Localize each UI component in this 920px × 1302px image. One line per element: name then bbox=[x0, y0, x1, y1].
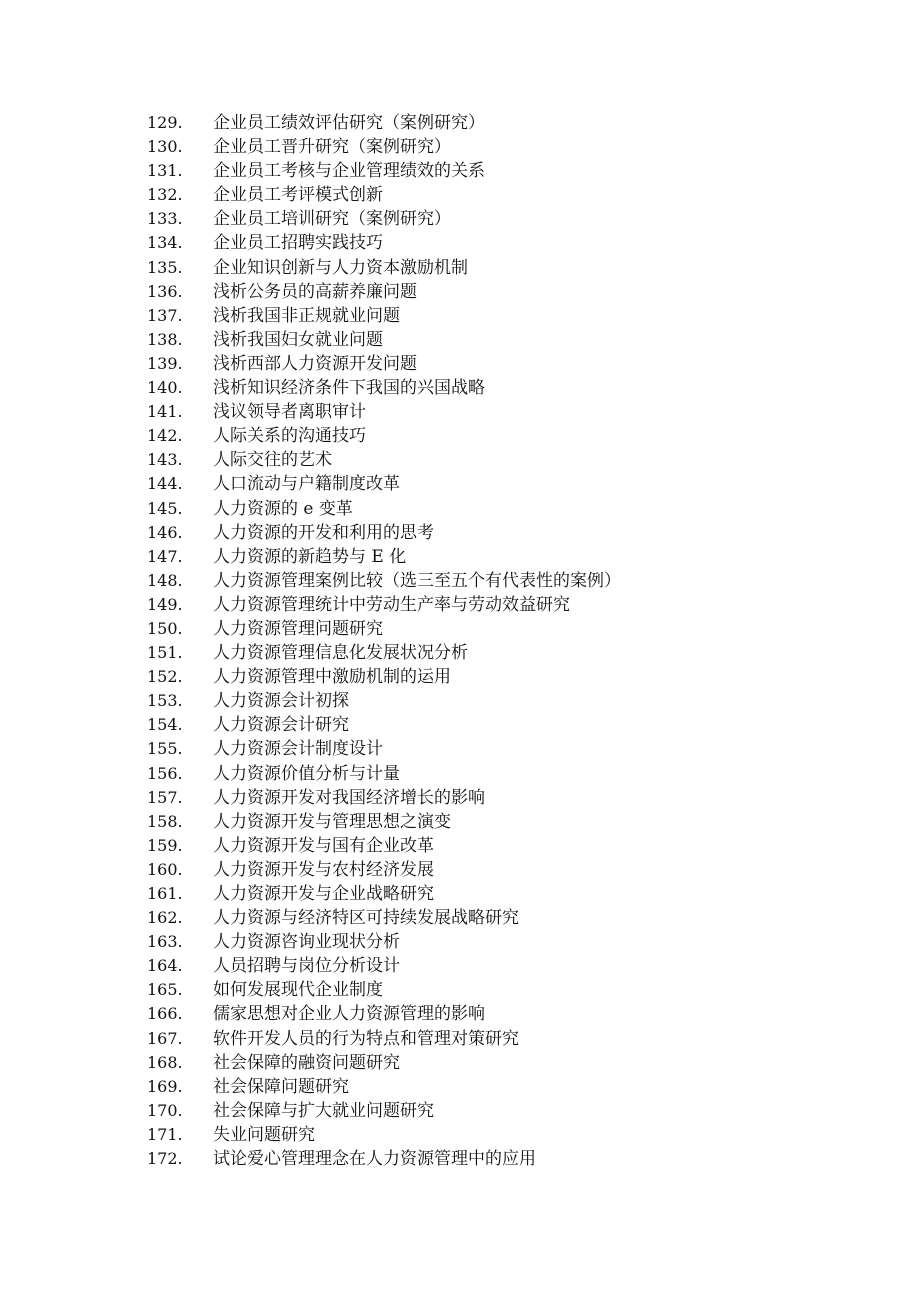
item-number: 146. bbox=[147, 522, 183, 542]
item-number: 136. bbox=[147, 281, 183, 301]
list-item bbox=[147, 328, 621, 352]
item-number: 150. bbox=[147, 618, 183, 638]
list-item bbox=[147, 1002, 621, 1026]
list-item bbox=[147, 641, 621, 665]
item-title: 企业员工绩效评估研究（案例研究） bbox=[213, 113, 485, 133]
item-title: 人力资源会计初探 bbox=[213, 691, 349, 712]
item-title: 人力资源的开发和利用的思考 bbox=[213, 522, 434, 543]
item-title: 人力资源与经济特区可持续发展战略研究 bbox=[213, 908, 519, 929]
item-number: 147. bbox=[147, 546, 183, 566]
item-title: 软件开发人员的行为特点和管理对策研究 bbox=[213, 1028, 519, 1049]
item-number: 167. bbox=[147, 1028, 183, 1048]
list-item bbox=[147, 593, 621, 617]
list-item bbox=[147, 448, 621, 472]
item-number: 142. bbox=[147, 426, 183, 446]
item-number: 132. bbox=[147, 185, 183, 205]
item-title: 浅析我国非正规就业问题 bbox=[213, 305, 400, 326]
list-item bbox=[147, 352, 621, 376]
item-title: 人力资源价值分析与计量 bbox=[213, 763, 400, 784]
list-item bbox=[147, 858, 621, 882]
item-number: 133. bbox=[147, 209, 183, 229]
list-item bbox=[147, 665, 621, 689]
item-number: 162. bbox=[147, 908, 183, 928]
list-item bbox=[147, 762, 621, 786]
item-number: 151. bbox=[147, 643, 183, 663]
item-title: 企业员工招聘实践技巧 bbox=[213, 233, 383, 254]
list-item bbox=[147, 497, 621, 521]
list-item bbox=[147, 1027, 621, 1051]
item-title: 人力资源会计研究 bbox=[213, 715, 349, 736]
item-title: 儒家思想对企业人力资源管理的影响 bbox=[213, 1004, 485, 1025]
item-title: 企业员工晋升研究（案例研究） bbox=[213, 137, 451, 158]
item-number: 140. bbox=[147, 378, 183, 398]
list-item bbox=[147, 737, 621, 761]
list-item bbox=[147, 256, 621, 280]
list-item bbox=[147, 569, 621, 593]
topic-list bbox=[147, 111, 621, 1171]
list-item bbox=[147, 834, 621, 858]
list-item bbox=[147, 978, 621, 1002]
item-title: 浅析我国妇女就业问题 bbox=[213, 329, 383, 350]
item-number: 165. bbox=[147, 980, 183, 1000]
item-title: 浅析知识经济条件下我国的兴国战略 bbox=[213, 378, 485, 399]
item-title: 人际关系的沟通技巧 bbox=[213, 426, 366, 447]
item-title: 人力资源开发与管理思想之演变 bbox=[213, 811, 451, 832]
item-number: 164. bbox=[147, 956, 183, 976]
list-item bbox=[147, 786, 621, 810]
item-title: 人力资源开发与国有企业改革 bbox=[213, 835, 434, 856]
list-item bbox=[147, 1075, 621, 1099]
item-title: 人员招聘与岗位分析设计 bbox=[213, 956, 400, 977]
list-item bbox=[147, 1099, 621, 1123]
item-number: 172. bbox=[147, 1149, 183, 1169]
item-title: 浅议领导者离职审计 bbox=[213, 402, 366, 423]
item-number: 169. bbox=[147, 1076, 183, 1096]
item-title: 人力资源开发对我国经济增长的影响 bbox=[213, 787, 485, 808]
list-item bbox=[147, 183, 621, 207]
item-title: 人力资源的新趋势与 E 化 bbox=[213, 546, 407, 567]
list-item bbox=[147, 400, 621, 424]
item-number: 155. bbox=[147, 739, 183, 759]
item-number: 149. bbox=[147, 594, 183, 614]
item-title: 社会保障问题研究 bbox=[213, 1076, 349, 1097]
item-title: 失业问题研究 bbox=[213, 1124, 315, 1145]
item-number: 163. bbox=[147, 932, 183, 952]
item-number: 138. bbox=[147, 329, 183, 349]
item-number: 166. bbox=[147, 1004, 183, 1024]
item-title: 人力资源的 e 变革 bbox=[213, 498, 353, 519]
list-item bbox=[147, 1051, 621, 1075]
item-title: 浅析西部人力资源开发问题 bbox=[213, 353, 417, 374]
item-number: 168. bbox=[147, 1052, 183, 1072]
item-title: 人力资源管理中激励机制的运用 bbox=[213, 667, 451, 688]
item-number: 153. bbox=[147, 691, 183, 711]
list-item bbox=[147, 376, 621, 400]
list-item bbox=[147, 135, 621, 159]
list-item bbox=[147, 617, 621, 641]
list-item bbox=[147, 111, 621, 135]
list-item bbox=[147, 1123, 621, 1147]
list-item bbox=[147, 472, 621, 496]
item-number: 145. bbox=[147, 498, 183, 518]
item-number: 160. bbox=[147, 859, 183, 879]
item-title: 人力资源管理信息化发展状况分析 bbox=[213, 643, 468, 664]
item-number: 158. bbox=[147, 811, 183, 831]
list-item bbox=[147, 689, 621, 713]
item-number: 144. bbox=[147, 474, 183, 494]
list-item bbox=[147, 545, 621, 569]
item-number: 129. bbox=[147, 113, 183, 132]
list-item bbox=[147, 207, 621, 231]
list-item bbox=[147, 882, 621, 906]
item-title: 企业知识创新与人力资本激励机制 bbox=[213, 257, 468, 278]
item-title: 人力资源开发与企业战略研究 bbox=[213, 884, 434, 904]
item-title: 试论爱心管理理念在人力资源管理中的应用 bbox=[213, 1149, 536, 1170]
item-title: 人力资源管理案例比较（选三至五个有代表性的案例） bbox=[213, 570, 621, 591]
item-number: 130. bbox=[147, 137, 183, 157]
list-item bbox=[147, 159, 621, 183]
list-item bbox=[147, 954, 621, 978]
item-number: 131. bbox=[147, 161, 183, 181]
item-number: 157. bbox=[147, 787, 183, 807]
item-number: 171. bbox=[147, 1124, 183, 1144]
item-title: 人力资源开发与农村经济发展 bbox=[213, 859, 434, 880]
item-number: 143. bbox=[147, 450, 183, 470]
item-title: 浅析公务员的高薪养廉问题 bbox=[213, 281, 417, 302]
item-title: 社会保障的融资问题研究 bbox=[213, 1052, 400, 1073]
list-item bbox=[147, 280, 621, 304]
item-title: 人力资源管理统计中劳动生产率与劳动效益研究 bbox=[213, 594, 570, 615]
item-number: 156. bbox=[147, 763, 183, 783]
item-title: 如何发展现代企业制度 bbox=[213, 980, 383, 1001]
item-number: 137. bbox=[147, 305, 183, 325]
item-title: 人口流动与户籍制度改革 bbox=[213, 474, 400, 495]
item-number: 159. bbox=[147, 835, 183, 855]
item-number: 139. bbox=[147, 353, 183, 373]
list-item bbox=[147, 231, 621, 255]
list-item bbox=[147, 424, 621, 448]
item-number: 148. bbox=[147, 570, 183, 590]
item-title: 企业员工培训研究（案例研究） bbox=[213, 209, 451, 230]
item-title: 人力资源咨询业现状分析 bbox=[213, 932, 400, 953]
item-number: 170. bbox=[147, 1100, 183, 1120]
item-number: 154. bbox=[147, 715, 183, 735]
item-title: 社会保障与扩大就业问题研究 bbox=[213, 1100, 434, 1121]
item-title: 人力资源会计制度设计 bbox=[213, 739, 383, 760]
list-item bbox=[147, 1147, 621, 1171]
list-item bbox=[147, 810, 621, 834]
item-number: 135. bbox=[147, 257, 183, 277]
item-number: 161. bbox=[147, 884, 183, 903]
item-title: 人力资源管理问题研究 bbox=[213, 618, 383, 639]
item-title: 人际交往的艺术 bbox=[213, 450, 332, 471]
item-title: 企业员工考核与企业管理绩效的关系 bbox=[213, 161, 485, 182]
list-item bbox=[147, 713, 621, 737]
item-title: 企业员工考评模式创新 bbox=[213, 185, 383, 206]
item-number: 141. bbox=[147, 402, 183, 422]
item-number: 134. bbox=[147, 233, 183, 253]
list-item bbox=[147, 930, 621, 954]
list-item bbox=[147, 304, 621, 328]
list-item bbox=[147, 906, 621, 930]
item-number: 152. bbox=[147, 667, 183, 687]
list-item bbox=[147, 521, 621, 545]
